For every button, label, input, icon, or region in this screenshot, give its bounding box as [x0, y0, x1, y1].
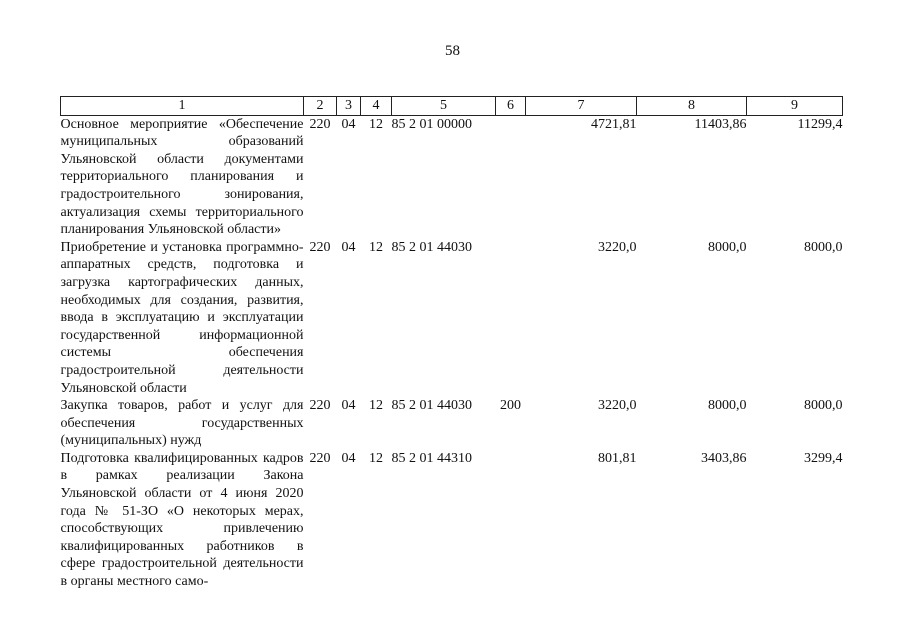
cell-amount-7: 4721,81: [591, 116, 637, 132]
cell-code-3: 04: [341, 116, 356, 132]
cell-code-4: 12: [369, 116, 383, 132]
header-row: [61, 97, 843, 116]
header-col-8: 8: [637, 97, 747, 116]
cell-amount-8: 3403,86: [701, 450, 747, 466]
header-col-3: 3: [337, 97, 361, 116]
cell-target-code: 85 2 01 00000: [391, 116, 472, 132]
header-col-5: 5: [392, 97, 496, 116]
header-col-2: 2: [304, 97, 337, 116]
cell-amount-9: 8000,0: [804, 239, 843, 255]
header-col-1: 1: [61, 97, 304, 116]
table-row: [61, 450, 843, 591]
cell-amount-9: 3299,4: [804, 450, 843, 466]
cell-code-4: 12: [369, 450, 383, 466]
table-row: [61, 239, 843, 397]
cell-code-4: 12: [369, 239, 383, 255]
row-description: Подготовка квалифицированных кадров в рамках реализации Закона Ульяновской области от 4 июня 2020 года № 51-ЗО «О некоторых мерах, способствующих привлечению квалифицированных работников в сфере градостроительной деятельности в органы местного само-: [60, 450, 304, 590]
table-row: [61, 115, 843, 239]
cell-target-code: 85 2 01 44030: [391, 398, 472, 414]
header-col-9: 9: [747, 97, 843, 116]
cell-amount-8: 11403,86: [694, 116, 747, 132]
table-row: [61, 397, 843, 450]
cell-amount-8: 8000,0: [708, 239, 747, 255]
cell-expense-type: [496, 239, 526, 397]
cell-code-2: 220: [309, 239, 331, 255]
cell-amount-7: 801,81: [598, 450, 637, 466]
cell-amount-7: 3220,0: [598, 239, 637, 255]
cell-code-4: 12: [369, 398, 383, 414]
cell-amount-9: 8000,0: [804, 398, 843, 414]
header-col-6: 6: [496, 97, 526, 116]
cell-code-3: 04: [341, 398, 356, 414]
cell-code-2: 220: [309, 450, 331, 466]
cell-amount-9: 11299,4: [797, 116, 843, 132]
header-col-4: 4: [361, 97, 392, 116]
header-col-7: 7: [526, 97, 637, 116]
row-description: Закупка товаров, работ и услуг для обеспечения государственных (муниципальных) нужд: [60, 398, 304, 449]
page-number: 58: [445, 43, 460, 59]
row-description: Основное мероприятие «Обеспечение муниципальных образований Ульяновской области документами территориального планирования и градостроительного зонирования, актуализация схемы территориального планирования Ульяновской области»: [60, 116, 304, 238]
cell-amount-8: 8000,0: [708, 398, 747, 414]
cell-expense-type: [496, 115, 526, 239]
cell-code-2: 220: [309, 398, 331, 414]
cell-code-2: 220: [309, 116, 331, 132]
cell-code-3: 04: [341, 450, 356, 466]
row-description: Приобретение и установка программно-аппаратных средств, подготовка и загрузка картографических данных, необходимых для создания, развития, ввода в эксплуатацию и эксплуатации государственной информационной системы обеспечения градостроительной деятельности Ульяновской области: [60, 239, 304, 396]
cell-amount-7: 3220,0: [598, 398, 637, 414]
budget-table: [60, 96, 843, 591]
cell-expense-type: [496, 450, 526, 591]
cell-code-3: 04: [341, 239, 356, 255]
cell-target-code: 85 2 01 44310: [391, 450, 472, 466]
cell-target-code: 85 2 01 44030: [391, 239, 472, 255]
cell-expense-type: 200: [500, 398, 521, 414]
